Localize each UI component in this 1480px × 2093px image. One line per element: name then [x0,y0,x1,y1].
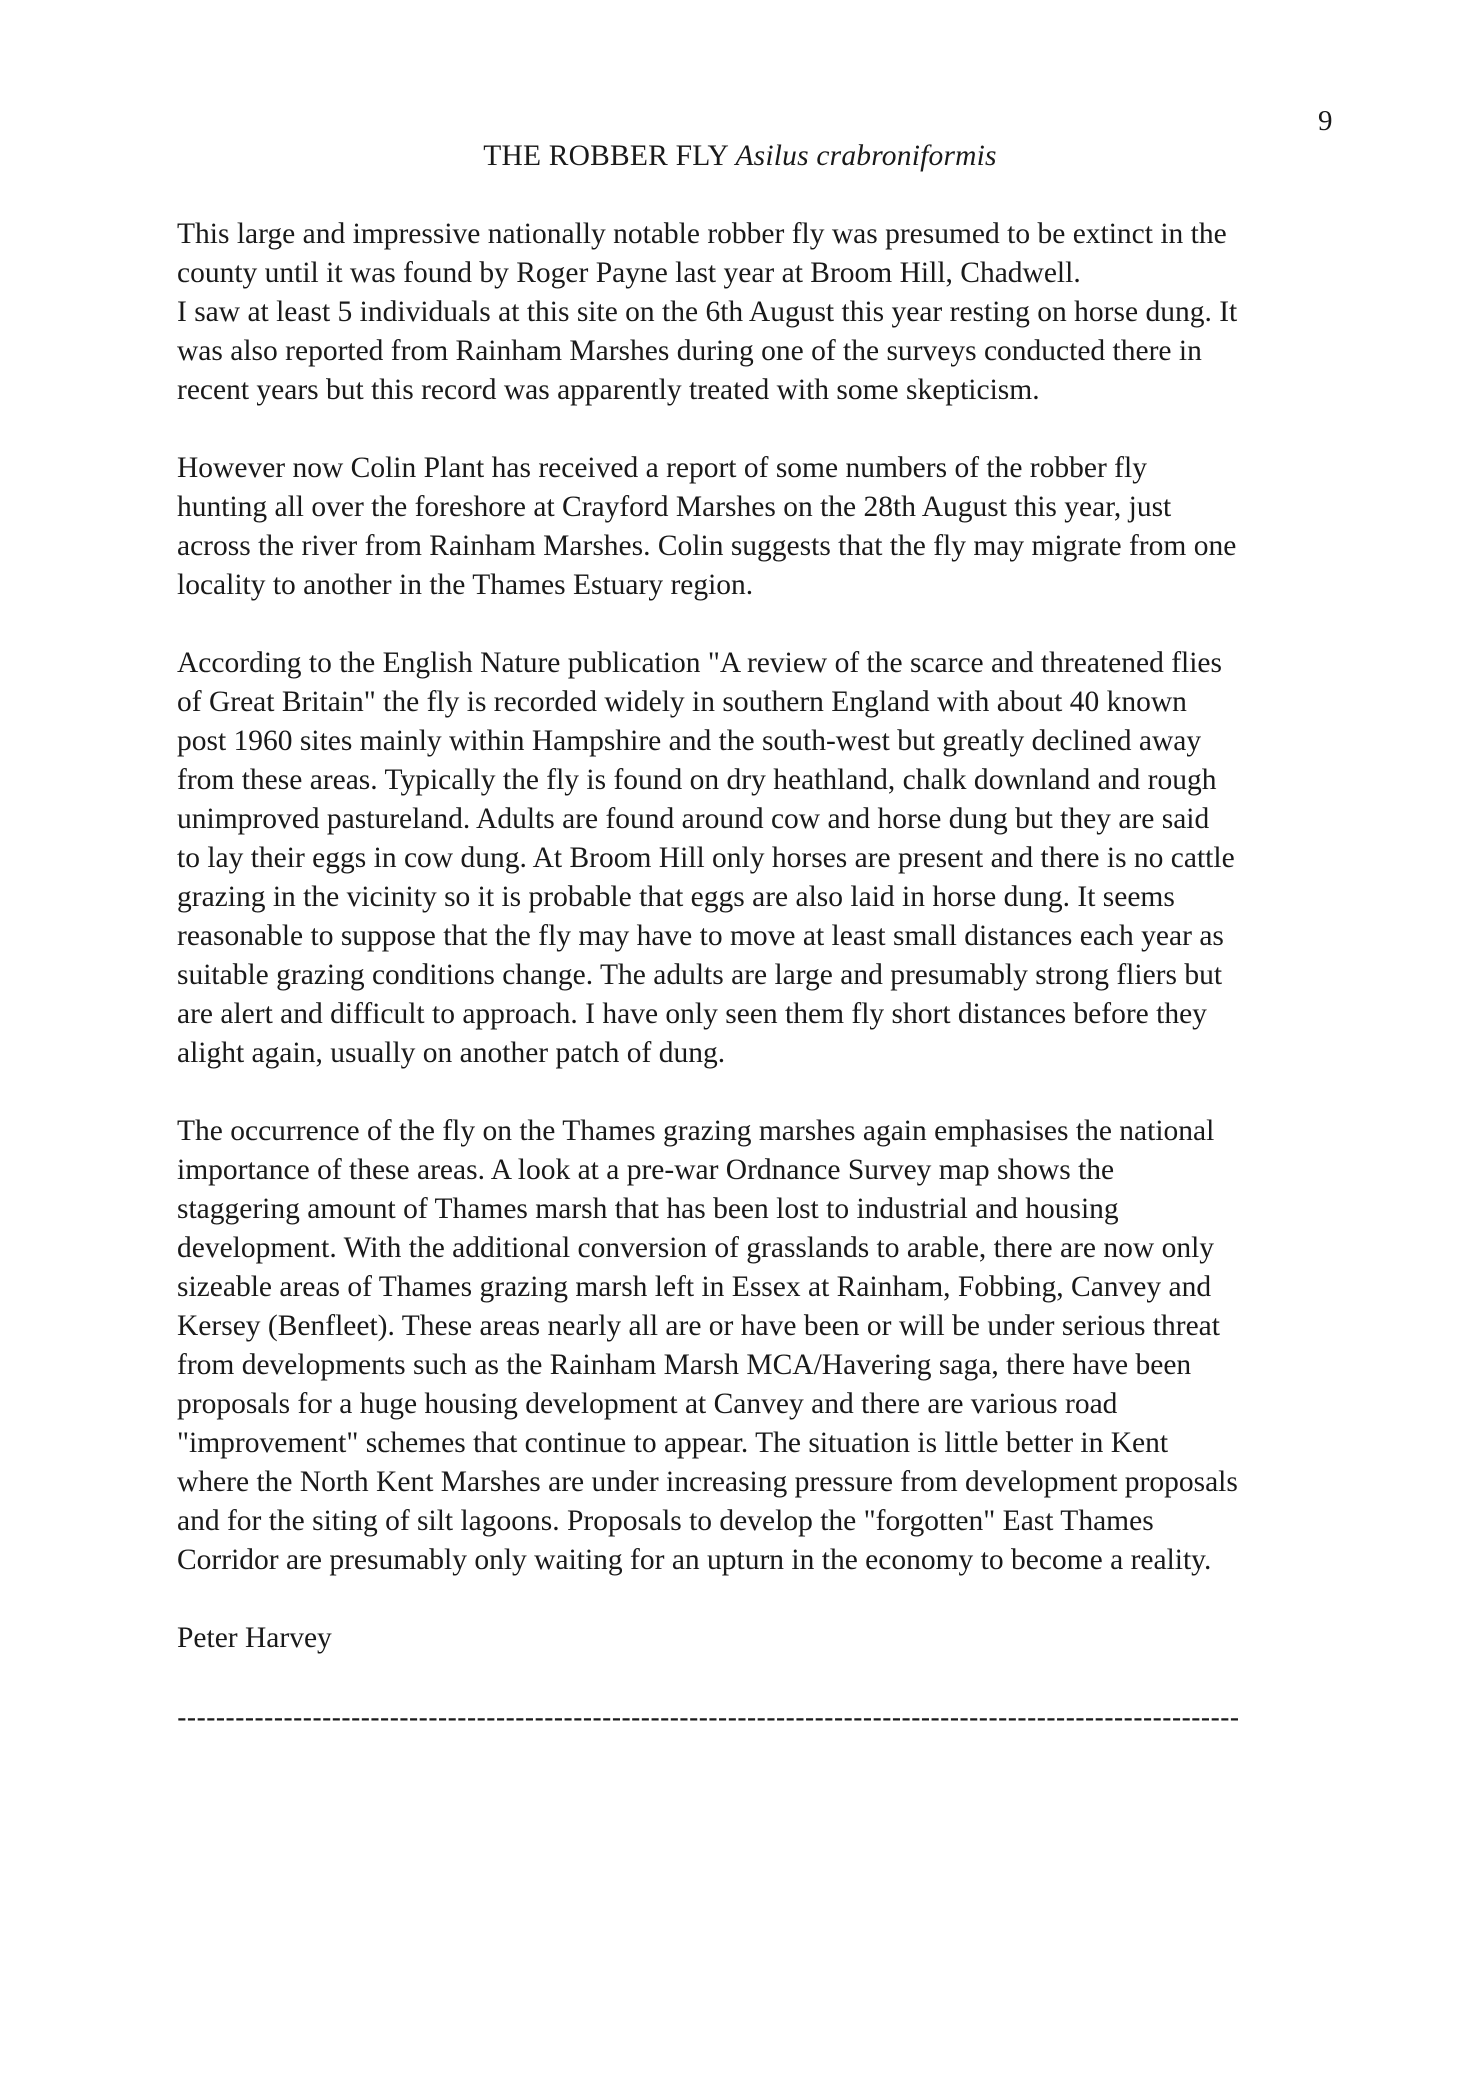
text-line: county until it was found by Roger Payne last year at Broom Hill, Chadwell. [177,257,1081,289]
text-line: staggering amount of Thames marsh that has been lost to industrial and housing [177,1193,1119,1225]
text-line: from developments such as the Rainham Marsh MCA/Havering saga, there have been [177,1349,1192,1381]
text-line: I saw at least 5 individuals at this site on the 6th August this year resting on horse dung. It [177,296,1238,328]
text-line: locality to another in the Thames Estuary region. [177,569,754,601]
text-line: recent years but this record was apparently treated with some skepticism. [177,374,1040,406]
text-line: Corridor are presumably only waiting for an upturn in the economy to become a reality. [177,1544,1212,1576]
dashed-separator: -------------------------------------------------------------------------------------------------------------- [177,1702,1240,1734]
text-line: unimproved pastureland. Adults are found around cow and horse dung but they are said [177,803,1210,835]
text-line: was also reported from Rainham Marshes during one of the surveys conducted there in [177,335,1202,367]
text-line: "improvement" schemes that continue to appear. The situation is little better in Kent [177,1427,1169,1459]
paragraph [177,644,1342,1073]
text-line: where the North Kent Marshes are under increasing pressure from development proposals [177,1466,1238,1498]
text-line: sizeable areas of Thames grazing marsh left in Essex at Rainham, Fobbing, Canvey and [177,1271,1212,1303]
text-line: are alert and difficult to approach. I have only seen them fly short distances before they [177,998,1207,1030]
text-line: of Great Britain" the fly is recorded widely in southern England with about 40 known [177,686,1187,718]
text-line: hunting all over the foreshore at Crayford Marshes on the 28th August this year, just [177,491,1172,523]
text-line: across the river from Rainham Marshes. Colin suggests that the fly may migrate from one [177,530,1237,562]
title-text: THE ROBBER FLY [483,140,736,172]
text-line: proposals for a huge housing development at Canvey and there are various road [177,1388,1118,1420]
text-line: suitable grazing conditions change. The adults are large and presumably strong fliers but [177,959,1223,991]
text-line: Kersey (Benfleet). These areas nearly all are or have been or will be under serious threat [177,1310,1220,1342]
text-line: from these areas. Typically the fly is found on dry heathland, chalk downland and rough [177,764,1217,796]
text-line: to lay their eggs in cow dung. At Broom Hill only horses are present and there is no cattle [177,842,1235,874]
paragraph [177,215,1342,410]
text-line: According to the English Nature publication "A review of the scarce and threatened flies [177,647,1222,679]
text-line: post 1960 sites mainly within Hampshire and the south-west but greatly declined away [177,725,1202,757]
text-line: and for the siting of silt lagoons. Proposals to develop the "forgotten" East Thames [177,1505,1154,1537]
paragraph [177,449,1342,605]
author-signature: Peter Harvey [177,1622,332,1654]
text-line: grazing in the vicinity so it is probable that eggs are also laid in horse dung. It seems [177,881,1175,913]
page-number: 9 [1318,105,1333,137]
text-line: development. With the additional conversion of grasslands to arable, there are now only [177,1232,1215,1264]
article-body [177,215,1342,1735]
title-species-name: Asilus crabroniformis [735,140,997,172]
paragraph [177,1112,1342,1580]
text-line: The occurrence of the fly on the Thames grazing marshes again emphasises the national [177,1115,1215,1147]
article-title [0,138,1480,174]
text-line: importance of these areas. A look at a pre-war Ordnance Survey map shows the [177,1154,1115,1186]
text-line: reasonable to suppose that the fly may have to move at least small distances each year as [177,920,1224,952]
text-line: This large and impressive nationally notable robber fly was presumed to be extinct in the [177,218,1227,250]
text-line: alight again, usually on another patch of dung. [177,1037,726,1069]
text-line: However now Colin Plant has received a report of some numbers of the robber fly [177,452,1147,484]
